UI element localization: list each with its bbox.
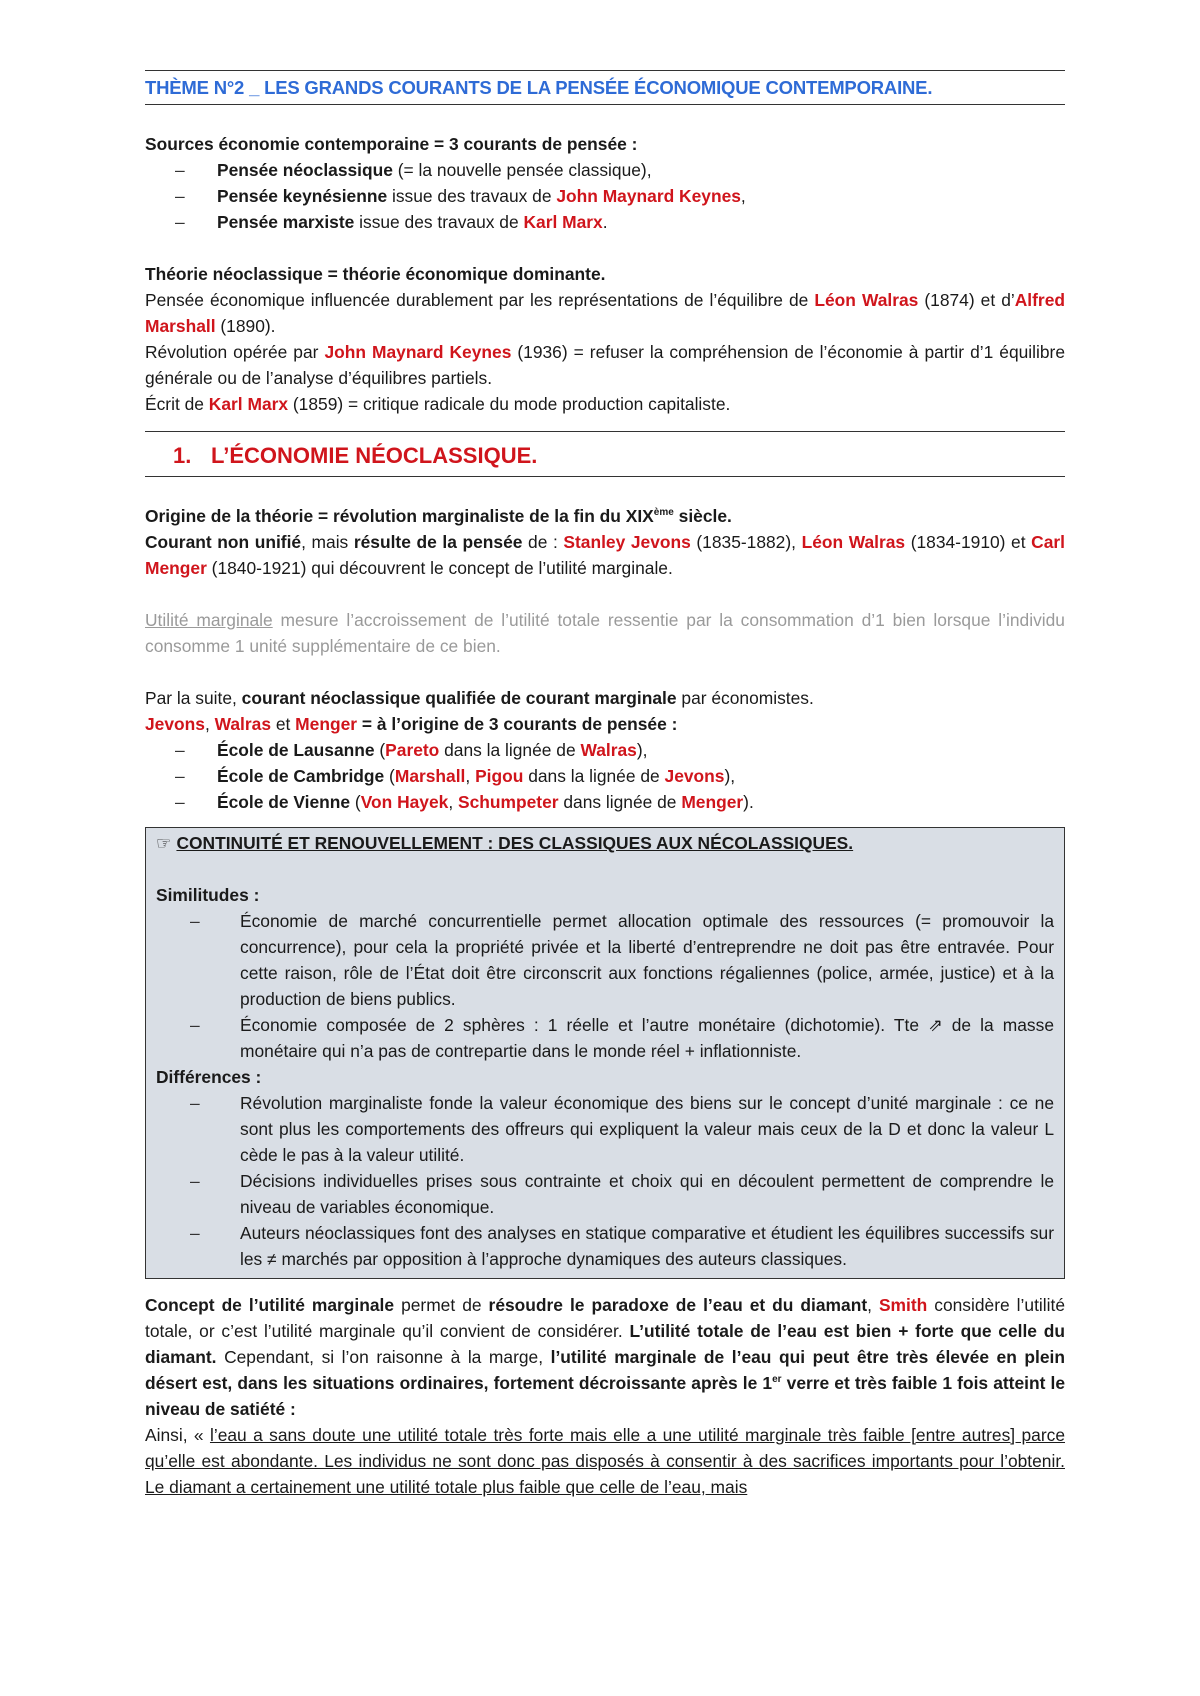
definition-paragraph bbox=[145, 607, 1065, 659]
neo-theory-paragraph-1 bbox=[145, 287, 1065, 339]
text-run: Cependant, si l’on raisonne à la marge, bbox=[216, 1347, 551, 1367]
author-name: Carl Menger bbox=[145, 532, 1065, 578]
author-name: Menger bbox=[681, 792, 744, 812]
text-run: permet de bbox=[394, 1295, 489, 1315]
author-name: Schumpeter bbox=[458, 792, 559, 812]
author-name: John Maynard Keynes bbox=[324, 342, 512, 362]
section-title: L’ÉCONOMIE NÉOCLASSIQUE. bbox=[211, 443, 538, 468]
author-name: Smith bbox=[878, 1295, 928, 1315]
text-run: Pensée économique influencée durablement par les représentations de l’équilibre de bbox=[145, 290, 815, 310]
text-run: par économistes. bbox=[676, 688, 814, 708]
item-strong: Pensée marxiste bbox=[217, 212, 355, 232]
origin-line-2 bbox=[145, 529, 1065, 581]
author-name: Pigou bbox=[475, 766, 524, 786]
text-run: l’utilité marginale de l’eau qui peut être très élevée en plein désert est, dans les situations ordinaires, fortement décroissante après le 1 bbox=[145, 1347, 1065, 1393]
text-run: verre et très faible 1 fois atteint le niveau de satiété : bbox=[145, 1373, 1065, 1419]
text-run: (1890). bbox=[215, 316, 276, 336]
author-name: Walras bbox=[580, 740, 637, 760]
author-name: Marshall bbox=[394, 766, 466, 786]
text-run: résulte de la pensée bbox=[353, 532, 523, 552]
text-run: , bbox=[448, 792, 458, 812]
text-run: (1840-1921) qui découvrent le concept de l’utilité marginale. bbox=[206, 558, 673, 578]
text-run: ( bbox=[384, 766, 395, 786]
text-run: Ainsi, « bbox=[145, 1425, 210, 1445]
neo-theory-heading: Théorie néoclassique = théorie économique dominante. bbox=[145, 264, 606, 284]
text-run: ), bbox=[724, 766, 736, 786]
text-run: ( bbox=[350, 792, 361, 812]
similitudes-label: Similitudes : bbox=[156, 885, 260, 905]
item-end: , bbox=[740, 186, 746, 206]
schools-list bbox=[145, 737, 1065, 815]
text-run: dans la lignée de bbox=[439, 740, 581, 760]
text-run: Concept de l’utilité marginale bbox=[145, 1295, 395, 1315]
list-item: – Économie composée de 2 sphères : 1 réelle et l’autre monétaire (dichotomie). Tte ⇗ de la masse monétaire qui n’a pas de contrepartie dans le monde réel + inflationniste. bbox=[190, 1012, 1054, 1064]
neo-theory-paragraph-3 bbox=[145, 391, 1065, 417]
school-name: École de Cambridge bbox=[217, 766, 385, 786]
text-run: Origine de la théorie = révolution marginaliste de la fin du XIX bbox=[145, 506, 654, 526]
pointing-hand-icon: ☞ bbox=[156, 833, 172, 853]
author-name: Karl Marx bbox=[208, 394, 289, 414]
list-item bbox=[175, 157, 1065, 183]
text-run: (1834-1910) et bbox=[905, 532, 1032, 552]
list-item bbox=[175, 763, 1065, 789]
text-run: ( bbox=[374, 740, 386, 760]
text-run: courant néoclassique qualifiée de courant marginale bbox=[241, 688, 677, 708]
author-name: Stanley Jevons bbox=[563, 532, 691, 552]
text-run: de : bbox=[522, 532, 564, 552]
text-run: résoudre le paradoxe de l’eau et du diamant bbox=[488, 1295, 868, 1315]
item-strong: Pensée keynésienne bbox=[217, 186, 388, 206]
paradox-paragraph bbox=[145, 1292, 1065, 1422]
text-run: , bbox=[465, 766, 476, 786]
text-run: Par la suite, bbox=[145, 688, 242, 708]
list-item bbox=[175, 183, 1065, 209]
author-name: Karl Marx bbox=[523, 212, 603, 232]
item-strong: Pensée néoclassique bbox=[217, 160, 393, 180]
text-run: (1936) = refuser la compréhension de l’économie à partir d’1 équilibre générale ou de l’analyse d’équilibres partiels. bbox=[145, 342, 1066, 388]
theme-title: THÈME N°2 _ LES GRANDS COURANTS DE LA PENSÉE ÉCONOMIQUE CONTEMPORAINE. bbox=[145, 70, 1065, 105]
list-item: – Décisions individuelles prises sous contrainte et choix qui en découlent permettent de comprendre le niveau de variables économique. bbox=[190, 1168, 1054, 1220]
item-rest: issue des travaux de bbox=[354, 212, 524, 232]
text-run: ). bbox=[743, 792, 754, 812]
superscript: ème bbox=[653, 507, 674, 519]
list-item: – Économie de marché concurrentielle permet allocation optimale des ressources (= promouvoir la concurrence), pour cela la propriété privée et la liberté d’entreprendre ne doit pas être entravée. Pour cette raison, rôle de l’État doit être circonscrit aux fonctions régaliennes (police, armée, justice) et à la production de biens publics. bbox=[190, 908, 1054, 1012]
superscript: er bbox=[772, 1374, 782, 1386]
list-item bbox=[175, 789, 1065, 815]
quote-text: l’eau a sans doute une utilité totale très forte mais elle a une utilité marginale très faible [entre autres] parce qu’elle est abondante. Les individus ne sont donc pas disposés à consentir à des sacrifices importants pour l’obtenir. Le diamant a certainement une utilité totale plus faible que celle de l’eau, mais bbox=[145, 1425, 1065, 1497]
origin-line-1 bbox=[145, 503, 1065, 529]
author-name: Pareto bbox=[385, 740, 440, 760]
school-name: École de Lausanne bbox=[217, 740, 375, 760]
text-run: et bbox=[271, 714, 296, 734]
list-item bbox=[175, 737, 1065, 763]
text-run: Courant non unifié bbox=[145, 532, 302, 552]
text-run: Révolution opérée par bbox=[145, 342, 325, 362]
document-page bbox=[145, 70, 1065, 1500]
differences-label: Différences : bbox=[156, 1067, 262, 1087]
section-1-heading bbox=[145, 431, 1065, 477]
list-item: – Révolution marginaliste fonde la valeur économique des biens sur le concept d’unité marginale : ce ne sont plus les comportements des offreurs qui expliquent la valeur mais ceux de la D et donc la valeur L cède le pas à la valeur utilité. bbox=[190, 1090, 1054, 1168]
text-run: dans la lignée de bbox=[523, 766, 665, 786]
quote-paragraph bbox=[145, 1422, 1065, 1500]
text-run: L’utilité totale de l’eau est bien + forte que celle du diamant. bbox=[145, 1321, 1065, 1367]
definition-term: Utilité marginale bbox=[145, 610, 273, 630]
text-run: ), bbox=[636, 740, 648, 760]
similitudes-list bbox=[156, 908, 1054, 1064]
text-run: , bbox=[867, 1295, 879, 1315]
text-run: (1835-1882), bbox=[690, 532, 802, 552]
text-run: (1859) = critique radicale du mode production capitaliste. bbox=[288, 394, 731, 414]
item-end: . bbox=[602, 212, 608, 232]
author-name: Walras bbox=[214, 714, 271, 734]
author-name: Jevons bbox=[664, 766, 725, 786]
item-rest: issue des travaux de bbox=[387, 186, 557, 206]
differences-list bbox=[156, 1090, 1054, 1272]
box-title bbox=[156, 830, 1054, 856]
schools-paragraph-2 bbox=[145, 711, 1065, 737]
text-run: considère l’utilité totale, or c’est l’utilité marginale qu’il convient de considérer. bbox=[145, 1295, 1065, 1341]
author-name: John Maynard Keynes bbox=[556, 186, 741, 206]
author-name: Jevons bbox=[145, 714, 205, 734]
text-run: mesure l’accroissement de l’utilité totale ressentie par la consommation d’1 bien lorsque l’individu consomme 1 unité supplémentaire de ce bien. bbox=[145, 610, 1065, 656]
author-name: Menger bbox=[295, 714, 358, 734]
author-name: Léon Walras bbox=[814, 290, 919, 310]
schools-paragraph-1 bbox=[145, 685, 1065, 711]
item-rest: (= la nouvelle pensée classique), bbox=[392, 160, 652, 180]
section-number: 1. bbox=[173, 443, 192, 468]
text-run: = à l’origine de 3 courants de pensée : bbox=[357, 714, 678, 734]
author-name: Alfred Marshall bbox=[145, 290, 1065, 336]
text-run: , mais bbox=[301, 532, 354, 552]
text-run: (1874) et d’ bbox=[918, 290, 1015, 310]
intro-heading: Sources économie contemporaine = 3 courants de pensée : bbox=[145, 134, 638, 154]
list-item bbox=[175, 209, 1065, 235]
box-title-text: CONTINUITÉ ET RENOUVELLEMENT : DES CLASSIQUES AUX NÉCOLASSIQUES. bbox=[176, 833, 854, 853]
author-name: Von Hayek bbox=[360, 792, 449, 812]
neo-theory-paragraph-2 bbox=[145, 339, 1065, 391]
text-run: Écrit de bbox=[145, 394, 209, 414]
author-name: Léon Walras bbox=[801, 532, 906, 552]
school-name: École de Vienne bbox=[217, 792, 351, 812]
text-run: siècle. bbox=[673, 506, 732, 526]
text-run: dans lignée de bbox=[558, 792, 682, 812]
text-run: , bbox=[204, 714, 215, 734]
continuity-box bbox=[145, 827, 1065, 1279]
intro-list bbox=[145, 157, 1065, 235]
list-item: – Auteurs néoclassiques font des analyses en statique comparative et étudient les équilibres successifs sur les ≠ marchés par opposition à l’approche dynamiques des auteurs classiques. bbox=[190, 1220, 1054, 1272]
